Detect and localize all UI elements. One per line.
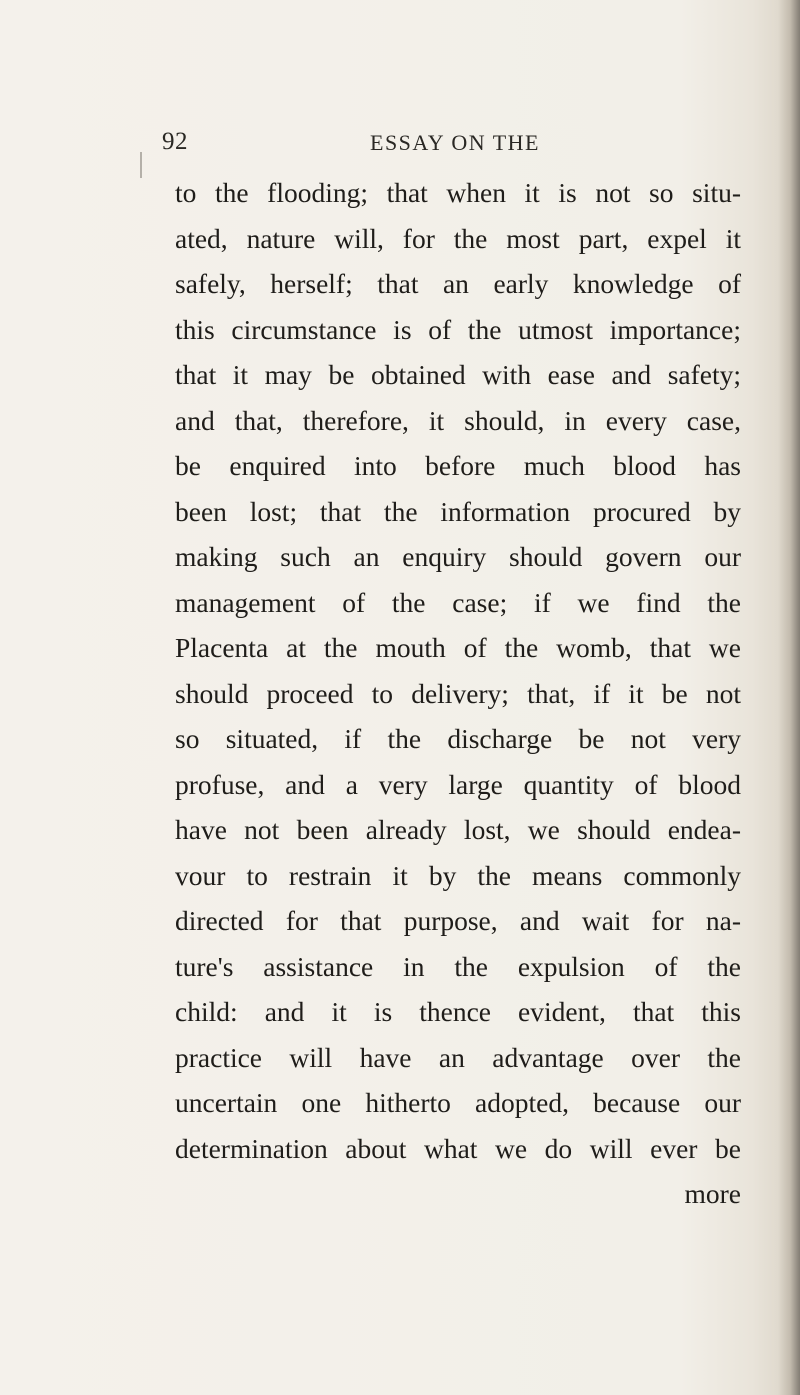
text-line: profuse, and a very large quantity of blood (175, 768, 741, 800)
text-line: ated, nature will, for the most part, expel it (175, 222, 741, 254)
text-line: and that, therefore, it should, in every case, (175, 404, 741, 436)
text-line: child: and it is thence evident, that this (175, 996, 741, 1027)
catchword: more (684, 1178, 741, 1209)
text-line: ture's assistance in the expulsion of the (175, 950, 741, 982)
text-line: management of the case; if we find the (175, 586, 741, 618)
text-line: uncertain one hitherto adopted, because our (175, 1087, 741, 1118)
text-line: to the flooding; that when it is not so situ- (175, 177, 741, 208)
text-line: safely, herself; that an early knowledge of (175, 268, 741, 299)
text-line: been lost; that the information procured by (175, 495, 741, 527)
text-line: making such an enquiry should govern our (175, 541, 741, 572)
page-header (0, 126, 800, 166)
text-line: so situated, if the discharge be not very (175, 723, 741, 754)
page-number: 92 (162, 128, 188, 155)
text-line: that it may be obtained with ease and safety; (175, 359, 741, 390)
running-head: ESSAY ON THE (370, 130, 540, 155)
text-line: vour to restrain it by the means commonly (175, 859, 741, 891)
text-line: Placenta at the mouth of the womb, that we (175, 632, 741, 663)
text-line: directed for that purpose, and wait for na- (175, 905, 741, 936)
text-line: practice will have an advantage over the (175, 1041, 741, 1073)
body-text (175, 170, 741, 1217)
text-line: have not been already lost, we should endea- (175, 814, 741, 845)
text-line: determination about what we do will ever be (175, 1132, 741, 1164)
page-edge-shadow (778, 0, 800, 1395)
text-line: be enquired into before much blood has (175, 450, 741, 481)
text-line: this circumstance is of the utmost importance; (175, 313, 741, 345)
text-line: should proceed to delivery; that, if it be not (175, 677, 741, 709)
